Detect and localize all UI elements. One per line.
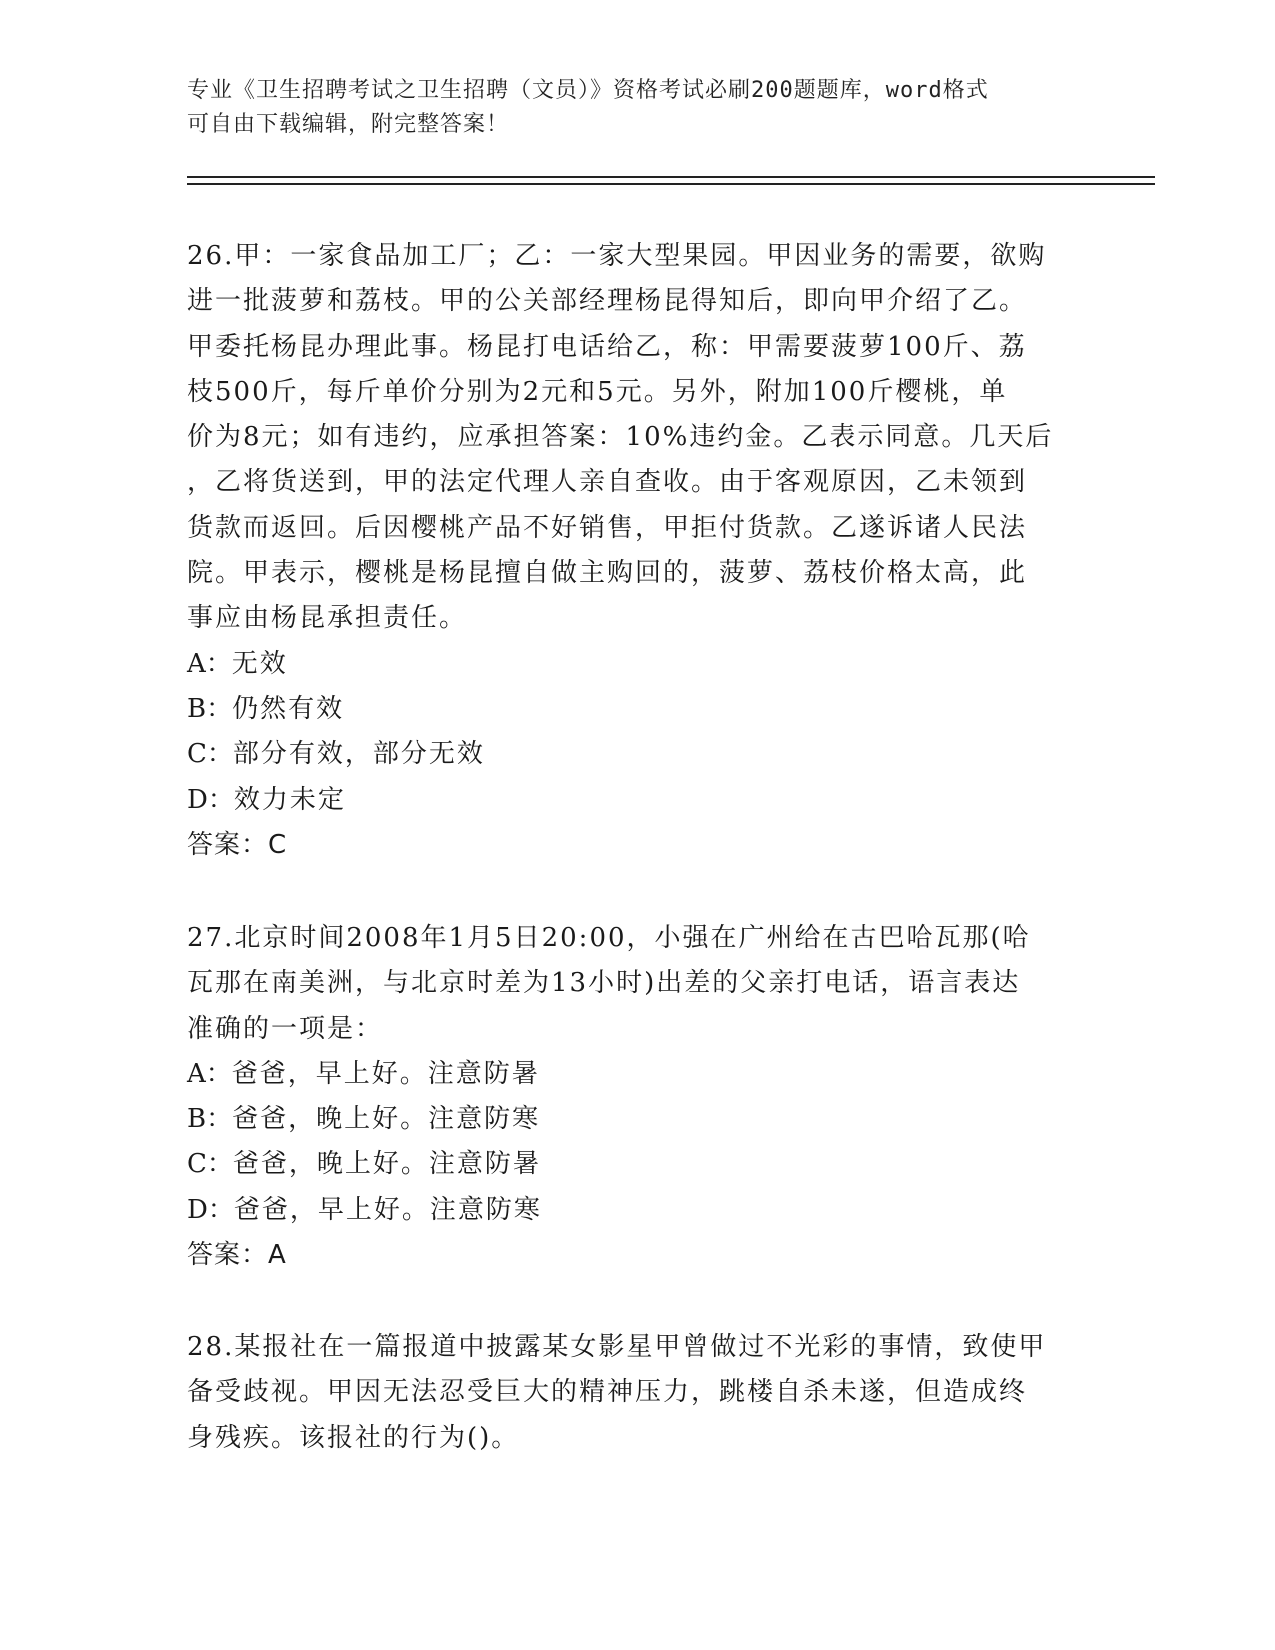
question-text-line: 28.某报社在一篇报道中披露某女影星甲曾做过不光彩的事情，致使甲 (187, 1332, 1047, 1362)
question-text-line: ，乙将货送到，甲的法定代理人亲自查收。由于客观原因，乙未领到 (187, 467, 1028, 498)
option-key: C (187, 1149, 207, 1180)
option-text: 部分有效，部分无效 (232, 739, 485, 770)
question-text-line: 甲委托杨昆办理此事。杨昆打电话给乙，称：甲需要菠萝100斤、荔 (187, 331, 1027, 362)
question-text-line: 准确的一项是： (187, 1013, 384, 1044)
question-text-line: 身残疾。该报社的行为()。 (187, 1422, 520, 1453)
question-text-line: 院。甲表示，樱桃是杨昆擅自做主购回的，菠萝、荔枝价格太高，此 (187, 558, 1028, 589)
option-a (187, 642, 1087, 687)
option-separator: ： (206, 1149, 233, 1180)
document-header (187, 74, 1067, 142)
option-text: 爸爸，晚上好。注意防寒 (232, 1104, 541, 1135)
header-line-2: 可自由下载编辑，附完整答案！ (187, 112, 510, 137)
option-d (187, 778, 1087, 823)
option-separator: ： (206, 739, 233, 770)
option-key: A (187, 648, 206, 679)
question-text-line: 26.甲：一家食品加工厂；乙：一家大型果园。甲因业务的需要，欲购 (187, 241, 1047, 271)
option-text: 爸爸，早上好。注意防寒 (233, 1194, 542, 1225)
option-key: C (187, 739, 207, 770)
option-separator: ： (207, 1194, 234, 1225)
question-26 (187, 234, 1087, 868)
option-separator: ： (205, 1058, 232, 1089)
option-separator: ： (206, 1104, 233, 1135)
question-text-line: 进一批菠萝和荔枝。甲的公关部经理杨昆得知后，即向甲介绍了乙。 (187, 286, 1028, 317)
question-27 (187, 916, 1087, 1278)
question-text-line: 货款而返回。后因樱桃产品不好销售，甲拒付货款。乙遂诉诸人民法 (187, 512, 1028, 543)
option-text: 仍然有效 (232, 693, 345, 724)
option-key: A (187, 1058, 206, 1089)
option-separator: ： (206, 693, 233, 724)
answer-line: 答案：A (187, 1240, 287, 1271)
option-b (187, 1097, 1087, 1142)
question-text-line: 价为8元；如有违约，应承担答案：10%违约金。乙表示同意。几天后 (187, 422, 1054, 453)
option-d (187, 1188, 1087, 1233)
question-28 (187, 1325, 1087, 1461)
option-key: D (187, 1194, 208, 1225)
question-text-line: 27.北京时间2008年1月5日20:00，小强在广州给在古巴哈瓦那(哈 (187, 923, 1031, 953)
header-divider-bottom (187, 183, 1155, 185)
header-divider-top (187, 176, 1155, 178)
option-text: 效力未定 (233, 784, 346, 815)
option-separator: ： (207, 784, 234, 815)
option-text: 爸爸，晚上好。注意防暑 (232, 1149, 541, 1180)
option-text: 爸爸，早上好。注意防暑 (231, 1058, 540, 1089)
option-separator: ： (205, 648, 232, 679)
answer-line: 答案：C (187, 829, 288, 860)
question-text-line: 事应由杨昆承担责任。 (187, 603, 468, 634)
header-line-1: 专业《卫生招聘考试之卫生招聘（文员）》资格考试必刷200题题库，word格式 (187, 78, 989, 103)
question-text-line: 枝500斤，每斤单价分别为2元和5元。另外，附加100斤樱桃，单 (187, 376, 1008, 407)
option-c (187, 1142, 1087, 1187)
option-a (187, 1052, 1087, 1097)
option-text: 无效 (231, 648, 288, 679)
option-key: B (187, 1104, 207, 1135)
question-text-line: 瓦那在南美洲，与北京时差为13小时)出差的父亲打电话，语言表达 (187, 968, 1021, 999)
option-b (187, 687, 1087, 732)
option-key: D (187, 784, 208, 815)
option-key: B (187, 693, 207, 724)
question-text-line: 备受歧视。甲因无法忍受巨大的精神压力，跳楼自杀未遂，但造成终 (187, 1377, 1028, 1408)
option-c (187, 732, 1087, 777)
